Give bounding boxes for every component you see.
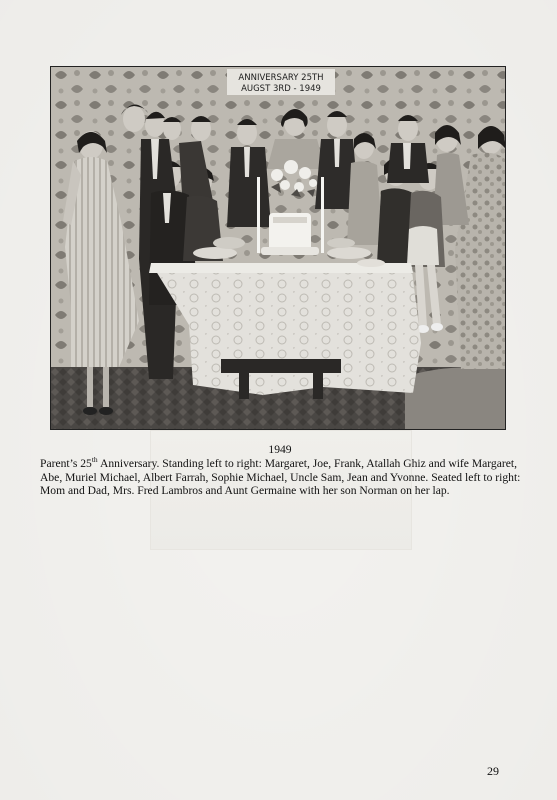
caption-line-1-rest: Anniversary. Standing left to right: Margaret, Joe, Frank, Atallah Ghiz and wife Margaret, (97, 456, 517, 470)
photo-caption (40, 443, 520, 498)
caption-superscript: th (91, 454, 98, 464)
banner-line-1: ANNIVERSARY 25TH (238, 73, 324, 83)
banner-line-2: AUGST 3RD - 1949 (241, 84, 321, 94)
caption-year: 1949 (268, 443, 292, 456)
caption-line-1 (40, 454, 520, 471)
page-number: 29 (487, 764, 499, 778)
caption-line-1-start: Parent’s 25 (40, 456, 92, 470)
bleed-through-text (44, 580, 514, 595)
photograph-image (51, 67, 505, 429)
caption-line-2: Abe, Muriel Michael, Albert Farrah, Sophie Michael, Uncle Sam, Jean and Yvonne. Seated left to right: (40, 470, 521, 484)
anniversary-photograph (51, 67, 505, 429)
caption-line-3: Mom and Dad, Mrs. Fred Lambros and Aunt Germaine with her son Norman on her lap. (40, 484, 450, 498)
